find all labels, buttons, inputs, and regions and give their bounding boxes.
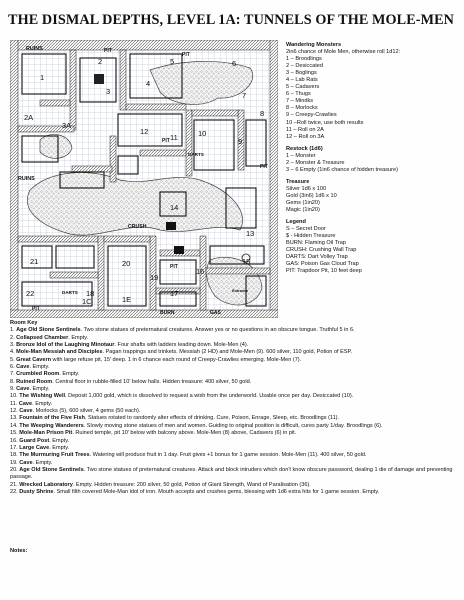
wall-block [126,104,186,110]
wandering-item: 4 – Lab Rats [286,77,318,84]
room-number: 20. [10,466,20,473]
wandering-list [286,56,458,141]
room-number-label: 1C [82,297,92,306]
map-label-crush: CRUSH [128,224,147,230]
wandering-item: 11 – Roll on 2A [286,126,324,133]
restock-item: 3 – 6 Empty (1in6 chance of hidden treasure) [286,166,398,173]
wall-block [104,236,150,242]
room-key-entry [10,430,456,437]
legend-item: DARTS: Dart Volley Trap [286,254,348,261]
wall-block [140,150,186,156]
treasure-item: Magic (1in20) [286,207,320,214]
room-description: . Two stone statues of preternatural creatures. Attack and block intruders which don't know obscure password, dealing 1 die of damage and preventing passage. [10,466,453,481]
wall-block [70,50,76,130]
wandering-item: 1 – Broodlings [286,56,322,63]
treasure-heading: Treasure [286,178,310,185]
room-name: Great Cavern [16,356,52,363]
wandering-item: 3 – Boglings [286,70,317,77]
wall-block [120,50,126,110]
room-description: . Deposit 1,000 gold, which is dissolved to request a wish from the underworld. Usable once per day. Desiccated (10). [65,393,354,400]
room-key-entry [10,335,456,342]
room-number: 6. [10,364,17,371]
map-label-burn: BURN [160,310,175,316]
map-label-darts-bottom: DARTS [62,290,78,295]
wall-block [10,40,18,318]
map-label-entrance: Entrance [232,289,249,293]
restock-item: 2 – Monster & Treasure [286,159,345,166]
room-number-label: 5 [170,57,175,66]
room-number-label: 19 [150,273,159,282]
page-title: THE DISMAL DEPTHS, LEVEL 1A: TUNNELS OF THE MOLE-MEN [8,12,455,28]
legend-item: PIT: Trapdoor Pit, 10 feet deep [286,268,362,275]
legend-heading: Legend [286,219,306,226]
room-name: Mole-Man Prison Pit [19,430,73,437]
room-number: 19. [10,459,20,466]
wall-block [206,268,270,274]
room-number-label: 12 [140,127,149,136]
room-name: Mole-Man Messiah and Disciples [16,349,103,356]
room-key-entry [10,342,456,349]
room-number-label: 3A [62,121,72,130]
room-name: Cave [18,400,33,407]
legend-item: CRUSH: Crushing Wall Trap [286,247,357,254]
room-name: The Weeping Wanderers [19,422,84,429]
room-number-label: 10 [198,129,207,138]
room-description: . Ruined temple, pit 10' below with balcony above. Mole-Men (8) above, Cadavers (6) in pit. [72,430,297,437]
room-key-entry [10,415,456,422]
room-key-entry [10,408,456,415]
room-description: . Empty. [49,444,70,451]
room-key-list [10,327,456,496]
room-key-entry [10,327,456,334]
room-key-entry [10,438,456,445]
room-number: 7. [10,371,17,378]
room-name: The Wishing Well [19,393,66,400]
room-number: 1. [10,327,17,334]
room-number-label: 9 [238,137,243,146]
idol-feature [94,74,104,84]
room-name: Wrecked Laboratory [19,481,73,488]
map-label-ruins-left: RUINS [18,176,35,182]
room-number: 3. [10,342,17,349]
notes-label: Notes: [10,548,28,554]
room-key-entry [10,452,456,459]
room-description: . Small filth covered Mole-Man idol of iron. Mouth accepts and crushes gems, blessing with 1d6 extra hits for 1 game session. Empty. [53,488,380,495]
room-number-label: 13 [246,229,255,238]
wall-block [270,40,278,318]
room-number-label: 3 [106,87,111,96]
room-description: . Slowly moving stone statues of men and women. Guiding to original position is difficult, cures party 1/day. Broodlings (6). [83,422,383,429]
map-label-pit-top-right: PIT [182,52,190,58]
legend-item: S – Secret Door [286,226,326,233]
treasure-list [286,186,458,214]
legend-item: GAS: Poison Gas Cloud Trap [286,261,359,268]
room-number-label: 11 [170,133,178,142]
room-number-label: 18 [86,289,95,298]
room-description: . Two stone statues of preternatural creatures. Answer yes or no questions in an obscure tongue. Truthful 5 in 6. [80,327,355,334]
room-number-label: 16 [196,267,205,276]
room-number: 11. [10,400,19,407]
room-description: . Empty. [32,459,53,466]
room-key-entry [10,423,456,430]
room-key-entry [10,393,456,400]
statue-feature [166,222,176,230]
restock-heading: Restock (1d6) [286,145,323,152]
room-key-entry [10,467,456,482]
map-label-darts-mid: DARTS [188,152,204,157]
treasure-item: Gems (1in20) [286,199,320,206]
room-key-entry [10,460,456,467]
room-key-entry [10,349,456,356]
wall-block [18,236,98,242]
wall-block [110,136,116,182]
room-number: 21. [10,481,20,488]
dungeon-map [10,40,278,318]
room-key-entry [10,357,456,364]
room-description: . Empty. Hidden treasure: 200 silver, 50 gold, Potion of Giant Strength, Wand of Paralisation (36). [72,481,311,488]
room-name: Cave [16,364,30,371]
room-name: Dusty Shrine [19,488,54,495]
room-name: Cave [16,386,30,393]
room-key [10,320,456,496]
room-number: 14. [10,422,20,429]
map-label-pit-bottom-mid: PIT [170,264,178,270]
room-description: . Empty. [68,334,89,341]
room-number-label: 22 [26,289,35,298]
room-number-label: 14 [170,203,179,212]
dungeon-map-svg [10,40,278,318]
room-name: Bronze Idol of the Laughing Minotaur [16,342,115,349]
room-number-label: 17 [170,289,179,298]
room-key-entry [10,364,456,371]
room-name: Crumbled Room [16,371,60,378]
wandering-item: 12 – Roll on 3A [286,133,325,140]
room-number-label: 21 [30,257,39,266]
room-description: . Empty. [49,437,70,444]
room-number: 17. [10,444,20,451]
wall-block [98,236,104,310]
wandering-item: 5 – Cadavers [286,84,320,91]
room-number: 2. [10,334,17,341]
room-description: . Empty. [32,400,53,407]
room-description: . Pagan trappings and trinkets. Messiah (2 HD) and Mole-Men (9). 600 silver, 110 gold, Potion of ESP. [102,349,353,356]
room-number: 12. [10,408,20,415]
room-number: 15. [10,430,20,437]
map-label-ruins-top: RUINS [26,46,43,52]
room-key-heading: Room Key [10,320,38,326]
room-key-entry [10,379,456,386]
room-number: 8. [10,378,17,385]
room-name: The Murmuring Fruit Trees [19,452,90,459]
room-description: with large refuse pit, 15' deep. 1 in 6 chance each round of Creepy-Crawlies emerging. Mole-Men (7). [51,356,302,363]
wall-block [72,166,112,172]
room-key-entry [10,489,456,496]
room-name: Cave [19,408,33,415]
side-panel [286,42,458,275]
room-number: 16. [10,437,20,444]
treasure-item: Gold (3in6) 1d6 x 10 [286,192,337,199]
wall-block [10,310,278,318]
wall-block [40,100,70,106]
room-number: 5. [10,356,17,363]
room-key-entry [10,401,456,408]
wandering-item: 6 – Thugs [286,91,311,98]
room-number-label: 1E [122,295,132,304]
room-number: 13. [10,415,20,422]
room-name: Collapsed Chamber [16,334,69,341]
wall-block [50,272,98,278]
wandering-item: 2 – Desiccated [286,63,324,70]
room-number: 9. [10,386,17,393]
wandering-intro: 2in6 chance of Mole Men, otherwise roll 1d12: [286,49,401,56]
room-number-label: 2A [24,113,34,122]
room-key-entry [10,445,456,452]
statue-feature [174,246,184,254]
treasure-item: Silver 1d6 x 100 [286,185,327,192]
wall-block [10,40,278,50]
map-label-pit-bottom-left: PIT [32,306,40,312]
wandering-item: 9 – Creepy-Crawlies [286,112,337,119]
room-description: . Empty. [29,386,50,393]
room-number: 18. [10,452,20,459]
room-number-label: 8 [260,109,265,118]
room-name: Guard Post [19,437,50,444]
room-name: Large Cave [19,444,50,451]
room-key-entry [10,371,456,378]
map-label-gas: GAS [210,310,221,316]
room-description: . Morlocks (5), 600 silver, 4 gems (50 each). [32,408,141,415]
restock-list [286,153,458,174]
room-number: 10. [10,393,20,400]
wandering-item: 8 – Morlocks [286,105,318,112]
room-name: Ruined Room [16,378,53,385]
legend-item: $ - Hidden Treasure [286,233,336,240]
map-label-pit-mid: PIT [162,138,170,144]
room-number-label: 4 [146,79,151,88]
room-description: . Statues rotated to randomly alter effects of drinking. Cure, Poison, Enrage, Sleep, etc. Broodlings (11). [84,415,340,422]
room-number: 4. [10,349,17,356]
room-number-label: 2 [98,57,103,66]
room-key-entry [10,386,456,393]
room-number-label: 15 [242,257,251,266]
room-description: . Empty. [59,371,80,378]
room-name: Age Old Stone Sentinels [19,466,84,473]
room-description: . Central floor in rubble-filled 10' below halls. Hidden treasure: 400 silver, 50 gold. [52,378,252,385]
map-label-pit-top: PIT [104,48,112,54]
wandering-item: 10 –Roll twice, use both results [286,119,364,126]
room-number-label: 1 [40,73,45,82]
wandering-heading: Wandering Monsters [286,42,342,48]
restock-item: 1 – Monster [286,152,316,159]
legend-item: BURN: Flaming Oil Trap [286,240,346,247]
room-description: . Empty. [29,364,50,371]
wall-block [192,110,238,116]
room-name: Cave [19,459,33,466]
room-number-label: 6 [232,59,237,68]
map-label-pit-right: PIT [260,164,268,170]
wall-block [186,110,192,176]
room-name: Fountain of the Five Fish [19,415,85,422]
room-key-entry [10,482,456,489]
room-description: . Four shafts with ladders leading down. Mole-Men (4). [114,342,249,349]
room-number-label: 7 [242,91,247,100]
wandering-item: 7 – Mindks [286,98,314,105]
room-number: 22. [10,488,20,495]
legend-list [286,226,458,275]
room-description: . Watering will produce fruit in 1 day. Fruit gives +1 bonus for 1 game session. Mole-Men (11). 400 silver, 50 gold. [89,452,367,459]
room-number-label: 20 [122,259,131,268]
room-name: Age Old Stone Sentinels [16,327,81,334]
